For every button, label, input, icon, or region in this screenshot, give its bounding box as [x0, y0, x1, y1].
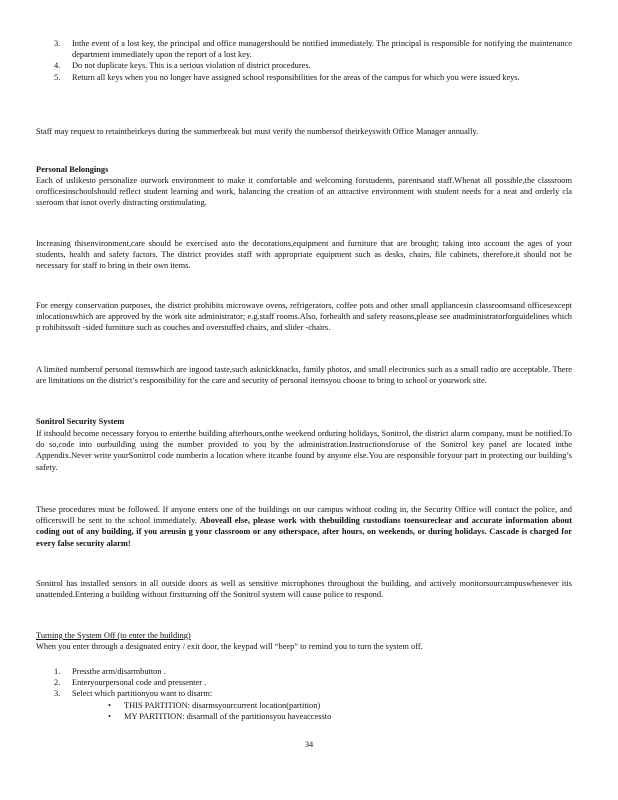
disarm-steps-list — [54, 666, 572, 700]
list-number: 2. — [54, 678, 61, 688]
page-number: 34 — [304, 740, 314, 749]
personal-paragraph-1: Each of uslikesto personalize ourwork environment to make it comfortable and welcoming forstudents, parentsand staff.Whenat all possible,the classroom orofficesinschoolshould reflect student learning and work, balancing the creation of an attractive environment with student needs for a neat and orderly cla sseroom that isnot overly distracting orstimulating. — [36, 176, 572, 208]
list-number: 3. — [54, 689, 61, 699]
list-text: MY PARTITION: disarmall of the partitionsyou haveaccessto — [124, 712, 332, 722]
list-item — [54, 38, 572, 60]
sonitrol-heading: Sonitrol Security System — [36, 417, 125, 426]
list-text: Do not duplicate keys. This is a serious violation of district procedures. — [72, 61, 311, 71]
keys-paragraph: Staff may request to retaintheirkeys during the summerbreak but must verify the numbersof theirkeyswith Office Manager annually. — [36, 127, 479, 136]
partition-options-list — [108, 700, 568, 722]
list-number: 5. — [54, 72, 61, 82]
list-text: Return all keys when you no longer have assigned school responsibilities for the areas of the campus for which you were issued keys. — [72, 72, 520, 82]
list-item — [54, 677, 572, 688]
list-item — [54, 72, 572, 83]
bullet-icon: • — [108, 701, 111, 710]
list-text: Pressthe arm/disarmbutton . — [72, 667, 166, 676]
list-text: Enteryourpersonal code and pressenter . — [72, 678, 207, 688]
sonitrol-paragraph-1: If itshould become necessary foryou to enterthe building afterhours,onthe weekend orduring holidays, Sonitrol, the district alarm company, must be notified.To do so,code into ourbuilding using the number provided to you by the administration.Instructionsforuse of the Sonitrol key panel are located inthe Appendix.Never write yourSonitrol code numberin a location where itcanbe found by anyone else.You are responsible foryour part in protecting our building’s safety. — [36, 429, 572, 472]
list-number: 1. — [54, 667, 61, 676]
turning-off-intro: When you enter through a designated entry / exit door, the keypad will “beep” to remind you to turn the system off. — [36, 642, 423, 651]
sonitrol-paragraph-2 — [36, 504, 572, 549]
list-item — [108, 700, 568, 711]
list-item — [108, 711, 568, 722]
bullet-icon: • — [108, 712, 111, 722]
list-item — [54, 60, 572, 71]
turning-off-heading: Turning the System Off (to enter the building) — [36, 631, 191, 640]
personal-paragraph-2: Increasing thisenvironment,care should be exercised asto the decorations,equipment and furniture that are brought; taking into account the ages of your students, health and safety factors. The district provides staff with appropriate equipment such as desks, chairs, file cabinets, therefore,it should not be necessary for staff to bring in their own items. — [36, 239, 572, 271]
false-alarm-warning: Aboveall else, please work with thebuilding custodians toensureclear and accurate information about coding out of any building, if you areusin g your classroom or any otherspace, after hours, on weekends, or during holidays. Cascade is charged for every false security alarm! — [36, 516, 573, 548]
list-text: Select which partitionyou want to disarm: — [72, 689, 213, 699]
key-rules-list — [54, 38, 572, 83]
list-item — [54, 688, 572, 699]
personal-paragraph-3: For energy conservation purposes, the district prohibits microwave ovens, refrigerators, coffee pots and other small appliancesin classroomsand officesexcept inlocationswhich are approved by the work site administrator; e.g.staff rooms.Also, forhealth and safety reasons,please see anadministratorforguidelines which p rohibitssoft -sided furniture such as couches and overstuffed chairs, and slider -chairs. — [36, 301, 572, 333]
personal-paragraph-4: A limited numberof personal itemswhich are ingood taste,such asknickknacks, family photos, and small electronics such as a small radio are acceptable. There are limitations on the district’s responsibility for the care and security of personal itemsyou choose to bring to school or yourwork site. — [36, 365, 572, 386]
procedures-text: These procedures must be followed. If anyone enters one of the buildings on our campus without coding in, the Security Office will contact the police, and officerswill be sent to the school immediately. — [36, 505, 572, 526]
list-text: THIS PARTITION: disarmsyourcurrent location(partition) — [124, 701, 321, 710]
list-number: 3. — [54, 39, 61, 48]
sonitrol-paragraph-3: Sonitrol has installed sensors in all outside doors as well as sensitive microphones throughout the building, and actively monitorsourcampuswhenever itis unattended.Entering a building without firstturning off the Sonitrol system will cause police to respond. — [36, 579, 572, 600]
list-number: 4. — [54, 61, 61, 71]
list-text: Inthe event of a lost key, the principal and office managershould be notified immediately. The principal is responsible for notifying the maintenance department immediately upon the report of a lost key. — [72, 39, 572, 60]
list-item — [54, 666, 572, 677]
personal-belongings-heading: Personal Belongings — [36, 165, 109, 174]
